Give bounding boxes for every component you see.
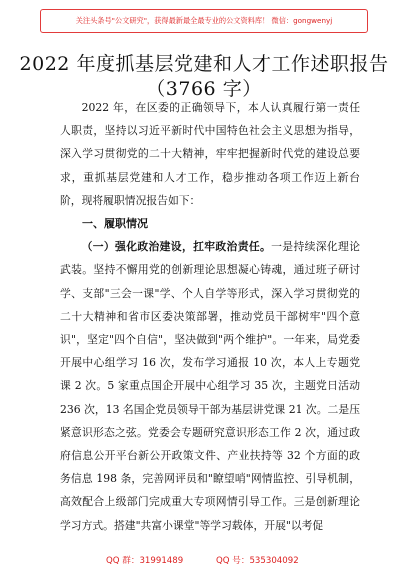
document-body [60, 96, 360, 537]
paragraph-1-heading: （一）强化政治建设，扛牢政治责任。 [81, 240, 272, 254]
header-banner [40, 9, 368, 33]
banner-text: 关注头条号"公文研究"，获得最新最全最专业的公文资料库！ 微信：gongwenyj [75, 16, 333, 25]
footer-qq-group: QQ 群：31991489 [106, 556, 184, 566]
intro-paragraph: 2022 年，在区委的正确领导下，本人认真履行第一责任人职责，坚持以习近平新时代中国特色社会主义思想为指导，深入学习贯彻党的二十大精神，牢牢把握新时代党的建设总要求，重抓基层党建和人才工作，稳步推动各项工作迈上新台阶，现将履职情况报告如下： [60, 101, 360, 207]
document-title [0, 52, 408, 102]
paragraph-1-text: 一是持续深化理论武装。坚持不懈用党的创新理论思想凝心铸魂，通过班子研讨学、支部"三会一课"学、个人自学等形式，深入学习贯彻党的二十大精神和省市区委决策部署，推动党员干部树牢"四个意识"，坚定"四个自信"，坚决做到"两个维护"。一年来，局党委开展中心组学习 16 次，发布学习通报 10 次，本人上专题党课 2 次。5 家重点国企开展中心组学习 35 次，主题党日活动 236 次，13 名国企党员领导干部为基层讲党课 21 次。二是压紧意识形态之弦。党委会专题研究意识形态工作 2 次，通过政府信息公开平台新公开政策文件、产业扶持等 32 个方面的政务信息 198 条，完善网评员和"瞭望哨"网情监控、引导机制，高效配合上级部门完成重大专项网情引导工作。三是创新理论学习方式。搭建"共富小课堂"等学习载体，开展"以考促 [60, 240, 361, 532]
section-heading: 一、履职情况 [82, 217, 148, 231]
paragraph-1 [60, 235, 360, 537]
footer-qq-number: QQ 号：535304092 [216, 556, 299, 566]
title-line-2: （3766 字） [146, 78, 262, 100]
title-line-1: 2022 年度抓基层党建和人才工作述职报告 [19, 53, 389, 75]
